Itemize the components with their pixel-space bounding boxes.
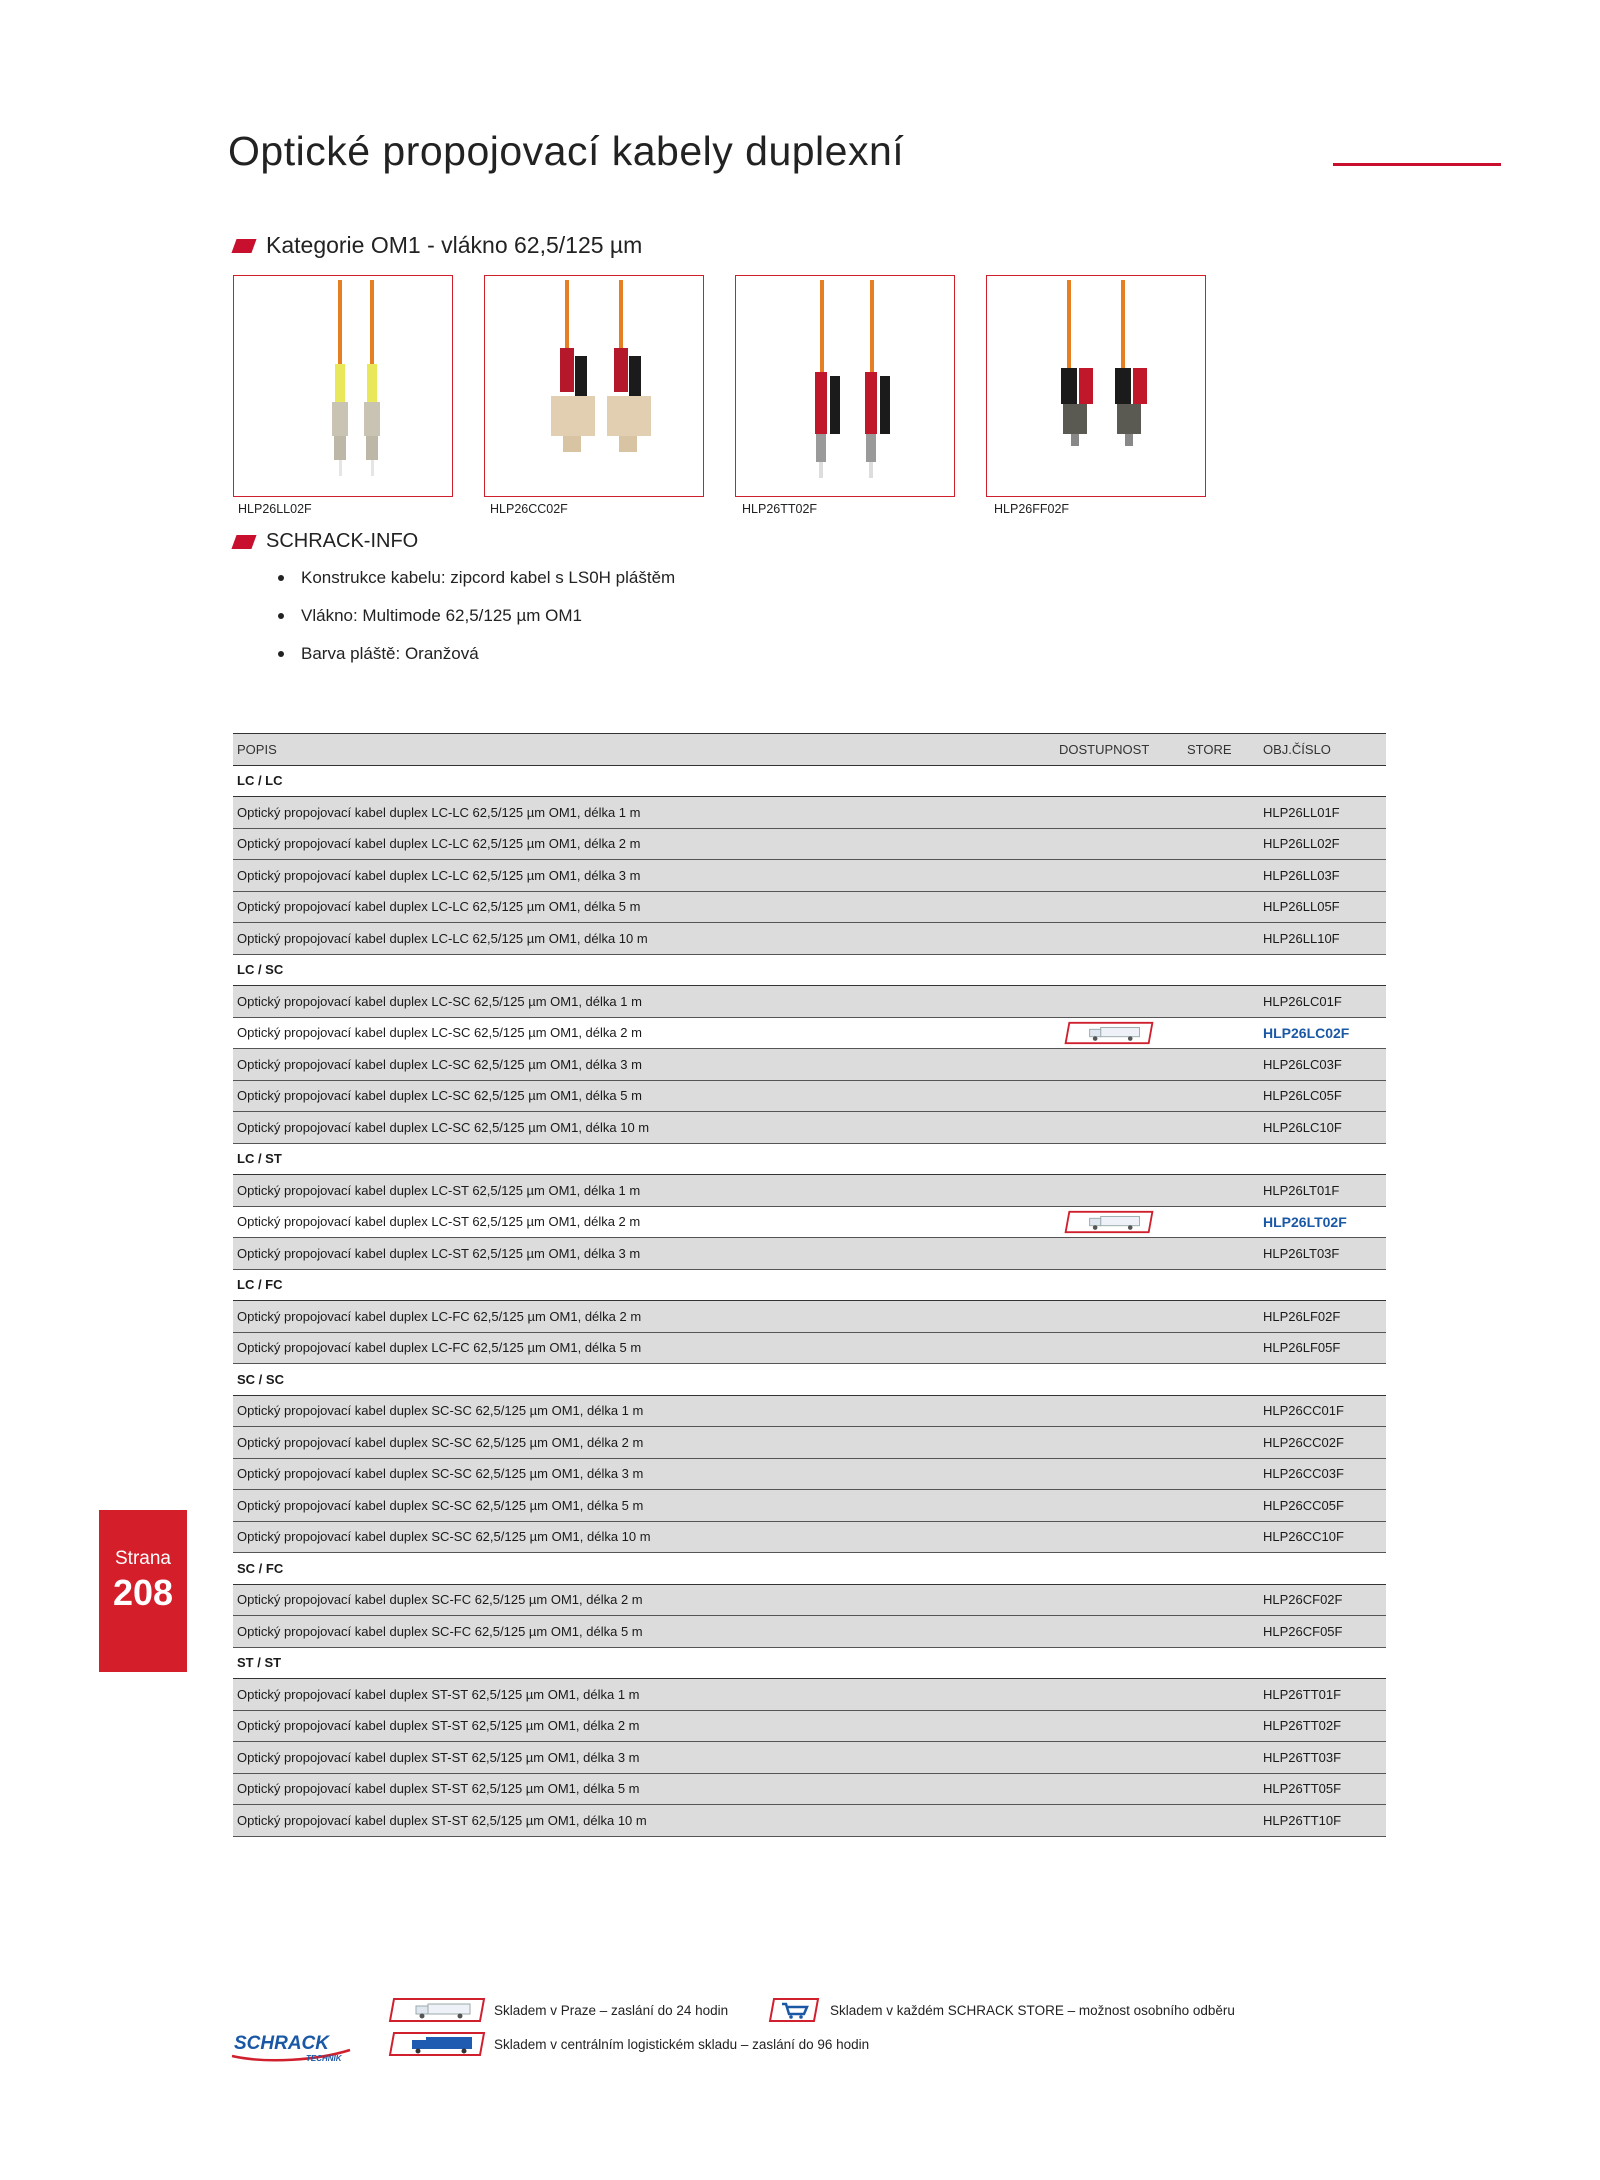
row-description: Optický propojovací kabel duplex SC-FC 62,5/125 µm OM1, délka 2 m (233, 1584, 1055, 1616)
info-heading-text: SCHRACK-INFO (266, 530, 419, 552)
cart-icon (768, 1997, 820, 2023)
row-availability (1055, 860, 1183, 892)
info-bullet-text: Barva pláště: Oranžová (301, 644, 479, 663)
section-marker-icon (231, 239, 256, 253)
truck-white-icon (1061, 1021, 1157, 1045)
table-row[interactable] (233, 1679, 1386, 1711)
table-row[interactable] (233, 986, 1386, 1018)
table-header-row (233, 734, 1386, 766)
group-row (233, 1647, 1386, 1679)
table-row[interactable] (233, 1616, 1386, 1648)
table-row[interactable] (233, 1773, 1386, 1805)
row-description: Optický propojovací kabel duplex LC-SC 62,5/125 µm OM1, délka 1 m (233, 986, 1055, 1018)
row-description: Optický propojovací kabel duplex LC-LC 62,5/125 µm OM1, délka 3 m (233, 860, 1055, 892)
table-row[interactable] (233, 1742, 1386, 1774)
legend-store (768, 1997, 1235, 2023)
table-row[interactable] (233, 1238, 1386, 1270)
group-row (233, 1143, 1386, 1175)
table-row[interactable] (233, 1710, 1386, 1742)
group-row (233, 1269, 1386, 1301)
row-description: Optický propojovací kabel duplex SC-SC 62,5/125 µm OM1, délka 2 m (233, 1427, 1055, 1459)
table-body (233, 765, 1386, 1836)
row-availability (1055, 891, 1183, 923)
row-order-code: HLP26LF02F (1259, 1301, 1386, 1333)
row-store (1183, 797, 1259, 829)
table-row[interactable] (233, 1206, 1386, 1238)
row-description: Optický propojovací kabel duplex SC-SC 62,5/125 µm OM1, délka 10 m (233, 1521, 1055, 1553)
row-availability (1055, 1080, 1183, 1112)
row-store (1183, 828, 1259, 860)
group-label: SC / SC (233, 1364, 1386, 1396)
table-row[interactable] (233, 1175, 1386, 1207)
category-heading-text: Kategorie OM1 - vlákno 62,5/125 µm (266, 232, 643, 258)
row-availability (1055, 1238, 1183, 1270)
row-store (1183, 891, 1259, 923)
row-availability (1055, 1521, 1183, 1553)
row-store (1183, 1742, 1259, 1774)
row-availability (1055, 1017, 1183, 1049)
row-store (1183, 1112, 1259, 1144)
row-order-code: HLP26CC02F (1259, 1427, 1386, 1459)
row-store (1183, 1616, 1259, 1648)
row-availability (1055, 797, 1183, 829)
row-order-code: HLP26CC05F (1259, 1490, 1386, 1522)
group-label: LC / LC (233, 765, 1386, 797)
photo-label-lc-lc: HLP26LL02F (238, 502, 312, 516)
row-store (1183, 1490, 1259, 1522)
row-availability (1055, 1805, 1183, 1837)
header-popis: POPIS (233, 734, 1055, 766)
row-order-code: HLP26LC05F (1259, 1080, 1386, 1112)
row-store (1183, 1521, 1259, 1553)
row-store (1183, 986, 1259, 1018)
page-title: Optické propojovací kabely duplexní (228, 128, 905, 174)
info-bullet (278, 606, 675, 644)
row-store (1183, 1584, 1259, 1616)
group-row (233, 1553, 1386, 1585)
svg-text:SCHRACK: SCHRACK (234, 2033, 329, 2054)
row-order-code: HLP26CC10F (1259, 1521, 1386, 1553)
row-order-code: HLP26CC03F (1259, 1458, 1386, 1490)
row-description: Optický propojovací kabel duplex LC-FC 62,5/125 µm OM1, délka 5 m (233, 1332, 1055, 1364)
row-availability (1055, 1710, 1183, 1742)
row-description: Optický propojovací kabel duplex SC-SC 62,5/125 µm OM1, délka 1 m (233, 1395, 1055, 1427)
row-store (1183, 1427, 1259, 1459)
row-order-code: HLP26TT05F (1259, 1773, 1386, 1805)
info-bullet-text: Konstrukce kabelu: zipcord kabel s LS0H pláštěm (301, 568, 676, 587)
row-description: Optický propojovací kabel duplex LC-ST 62,5/125 µm OM1, délka 2 m (233, 1206, 1055, 1238)
table-row[interactable] (233, 1332, 1386, 1364)
row-availability (1055, 1490, 1183, 1522)
product-table (233, 733, 1386, 1837)
row-store (1183, 1773, 1259, 1805)
table-row[interactable] (233, 828, 1386, 860)
header-obj-cislo: OBJ.ČÍSLO (1259, 734, 1386, 766)
row-order-code: HLP26CF05F (1259, 1616, 1386, 1648)
row-availability (1055, 1112, 1183, 1144)
row-description: Optický propojovací kabel duplex ST-ST 62,5/125 µm OM1, délka 10 m (233, 1805, 1055, 1837)
row-availability (1055, 1616, 1183, 1648)
row-order-code: HLP26LT02F (1259, 1206, 1386, 1238)
row-description: Optický propojovací kabel duplex ST-ST 62,5/125 µm OM1, délka 1 m (233, 1679, 1055, 1711)
group-row (233, 1364, 1386, 1396)
row-order-code: HLP26LF05F (1259, 1332, 1386, 1364)
row-description: Optický propojovací kabel duplex LC-SC 62,5/125 µm OM1, délka 2 m (233, 1017, 1055, 1049)
schrack-logo (228, 2030, 353, 2069)
row-order-code: HLP26LL03F (1259, 860, 1386, 892)
row-description: Optický propojovací kabel duplex ST-ST 62,5/125 µm OM1, délka 5 m (233, 1773, 1055, 1805)
table-row[interactable] (233, 1301, 1386, 1333)
row-store (1183, 1805, 1259, 1837)
table-row[interactable] (233, 1805, 1386, 1837)
info-list (278, 568, 675, 682)
table-row[interactable] (233, 891, 1386, 923)
page-number: 208 (112, 1572, 174, 1613)
row-description: Optický propojovací kabel duplex LC-LC 62,5/125 µm OM1, délka 1 m (233, 797, 1055, 829)
row-availability (1055, 1773, 1183, 1805)
lc-lc-connector-photo[interactable] (233, 275, 453, 497)
info-bullet (278, 644, 675, 682)
photo-label-sc-sc: HLP26CC02F (490, 502, 568, 516)
row-availability (1055, 1049, 1183, 1081)
legend-central-text: Skladem v centrálním logistickém skladu – zaslání do 96 hodin (494, 2036, 870, 2052)
row-order-code: HLP26LL10F (1259, 923, 1386, 955)
row-description: Optický propojovací kabel duplex LC-LC 62,5/125 µm OM1, délka 2 m (233, 828, 1055, 860)
bullet-icon (278, 613, 284, 619)
table-row[interactable] (233, 923, 1386, 955)
row-availability (1055, 923, 1183, 955)
row-order-code: HLP26LL02F (1259, 828, 1386, 860)
legend-praha (388, 1997, 728, 2023)
row-description: Optický propojovací kabel duplex LC-ST 62,5/125 µm OM1, délka 1 m (233, 1175, 1055, 1207)
page-label: Strana (115, 1548, 171, 1569)
legend-central (388, 2031, 869, 2057)
row-description: Optický propojovací kabel duplex SC-FC 62,5/125 µm OM1, délka 5 m (233, 1616, 1055, 1648)
row-description: Optický propojovací kabel duplex LC-ST 62,5/125 µm OM1, délka 3 m (233, 1238, 1055, 1270)
table-row[interactable] (233, 1080, 1386, 1112)
table-row[interactable] (233, 1049, 1386, 1081)
group-label: LC / FC (233, 1269, 1386, 1301)
table-row[interactable] (233, 1490, 1386, 1522)
group-row (233, 954, 1386, 986)
table-row[interactable] (233, 860, 1386, 892)
row-order-code: HLP26LC03F (1259, 1049, 1386, 1081)
row-store (1183, 1017, 1259, 1049)
row-availability (1055, 1427, 1183, 1459)
truck-white-icon (388, 1997, 486, 2023)
row-availability (1055, 1742, 1183, 1774)
truck-blue-icon (388, 2031, 486, 2057)
row-availability (1055, 1175, 1183, 1207)
row-order-code: HLP26CF02F (1259, 1584, 1386, 1616)
photo-label-st-st: HLP26TT02F (742, 502, 818, 516)
group-row (233, 765, 1386, 797)
row-availability (1055, 1679, 1183, 1711)
row-store (1183, 1301, 1259, 1333)
group-label: ST / ST (233, 1647, 1386, 1679)
header-dostupnost: DOSTUPNOST (1055, 734, 1183, 766)
row-description: Optický propojovací kabel duplex SC-SC 62,5/125 µm OM1, délka 5 m (233, 1490, 1055, 1522)
row-description: Optický propojovací kabel duplex LC-LC 62,5/125 µm OM1, délka 10 m (233, 923, 1055, 955)
row-store (1183, 1332, 1259, 1364)
table-row[interactable] (233, 1395, 1386, 1427)
table-row[interactable] (233, 1458, 1386, 1490)
row-order-code: HLP26TT10F (1259, 1805, 1386, 1837)
svg-text:TECHNIK: TECHNIK (306, 2054, 342, 2063)
row-description: Optický propojovací kabel duplex ST-ST 62,5/125 µm OM1, délka 3 m (233, 1742, 1055, 1774)
row-availability (1055, 986, 1183, 1018)
group-label: SC / FC (233, 1553, 1386, 1585)
row-store (1183, 1458, 1259, 1490)
table-row[interactable] (233, 1427, 1386, 1459)
sc-sc-connector-photo[interactable] (484, 275, 704, 497)
row-availability (1055, 1206, 1183, 1238)
info-heading (234, 530, 418, 553)
row-store (1183, 1238, 1259, 1270)
st-st-connector-photo[interactable] (735, 275, 955, 497)
row-store (1183, 1395, 1259, 1427)
row-description: Optický propojovací kabel duplex ST-ST 62,5/125 µm OM1, délka 2 m (233, 1710, 1055, 1742)
row-description: Optický propojovací kabel duplex LC-SC 62,5/125 µm OM1, délka 3 m (233, 1049, 1055, 1081)
table-row[interactable] (233, 1112, 1386, 1144)
info-bullet (278, 568, 675, 606)
bullet-icon (278, 575, 284, 581)
photo-label-fc-fc: HLP26FF02F (994, 502, 1070, 516)
row-order-code: HLP26LT03F (1259, 1238, 1386, 1270)
page-tab (99, 1510, 187, 1672)
product-photos (233, 275, 1206, 497)
table-row[interactable] (233, 1584, 1386, 1616)
title-rule (1333, 163, 1501, 166)
row-description: Optický propojovací kabel duplex SC-SC 62,5/125 µm OM1, délka 3 m (233, 1458, 1055, 1490)
row-order-code: HLP26LT01F (1259, 1175, 1386, 1207)
table-row[interactable] (233, 1017, 1386, 1049)
fc-fc-connector-photo[interactable] (986, 275, 1206, 497)
row-description: Optický propojovací kabel duplex LC-LC 62,5/125 µm OM1, délka 5 m (233, 891, 1055, 923)
row-availability (1055, 1395, 1183, 1427)
row-order-code: HLP26LL01F (1259, 797, 1386, 829)
row-description: Optický propojovací kabel duplex LC-SC 62,5/125 µm OM1, délka 5 m (233, 1080, 1055, 1112)
row-store (1183, 923, 1259, 955)
row-store (1183, 1049, 1259, 1081)
row-availability (1055, 1458, 1183, 1490)
row-store (1183, 1679, 1259, 1711)
row-order-code: HLP26LC02F (1259, 1017, 1386, 1049)
legend-praha-text: Skladem v Praze – zaslání do 24 hodin (494, 2002, 729, 2018)
row-order-code: HLP26CC01F (1259, 1395, 1386, 1427)
row-store (1183, 1175, 1259, 1207)
row-order-code: HLP26LC10F (1259, 1112, 1386, 1144)
group-label: LC / SC (233, 954, 1386, 986)
row-store (1183, 1710, 1259, 1742)
row-availability (1055, 1332, 1183, 1364)
table-row[interactable] (233, 1521, 1386, 1553)
row-store (1183, 860, 1259, 892)
row-availability (1055, 1301, 1183, 1333)
row-order-code: HLP26TT02F (1259, 1710, 1386, 1742)
info-bullet-text: Vlákno: Multimode 62,5/125 µm OM1 (301, 606, 582, 625)
row-order-code: HLP26TT03F (1259, 1742, 1386, 1774)
row-order-code: HLP26TT01F (1259, 1679, 1386, 1711)
row-availability (1055, 1584, 1183, 1616)
schrack-logo-icon (228, 2030, 353, 2064)
row-description: Optický propojovací kabel duplex LC-SC 62,5/125 µm OM1, délka 10 m (233, 1112, 1055, 1144)
row-availability (1055, 828, 1183, 860)
truck-white-icon (1061, 1210, 1157, 1234)
category-heading (234, 232, 642, 259)
table-row[interactable] (233, 797, 1386, 829)
section-marker-icon (231, 535, 256, 549)
group-label: LC / ST (233, 1143, 1386, 1175)
row-store (1183, 1080, 1259, 1112)
row-description: Optický propojovací kabel duplex LC-FC 62,5/125 µm OM1, délka 2 m (233, 1301, 1055, 1333)
bullet-icon (278, 651, 284, 657)
header-store: STORE (1183, 734, 1259, 766)
row-store (1183, 1206, 1259, 1238)
row-order-code: HLP26LL05F (1259, 891, 1386, 923)
legend-store-text: Skladem v každém SCHRACK STORE – možnost osobního odběru (830, 2002, 1235, 2018)
row-order-code: HLP26LC01F (1259, 986, 1386, 1018)
